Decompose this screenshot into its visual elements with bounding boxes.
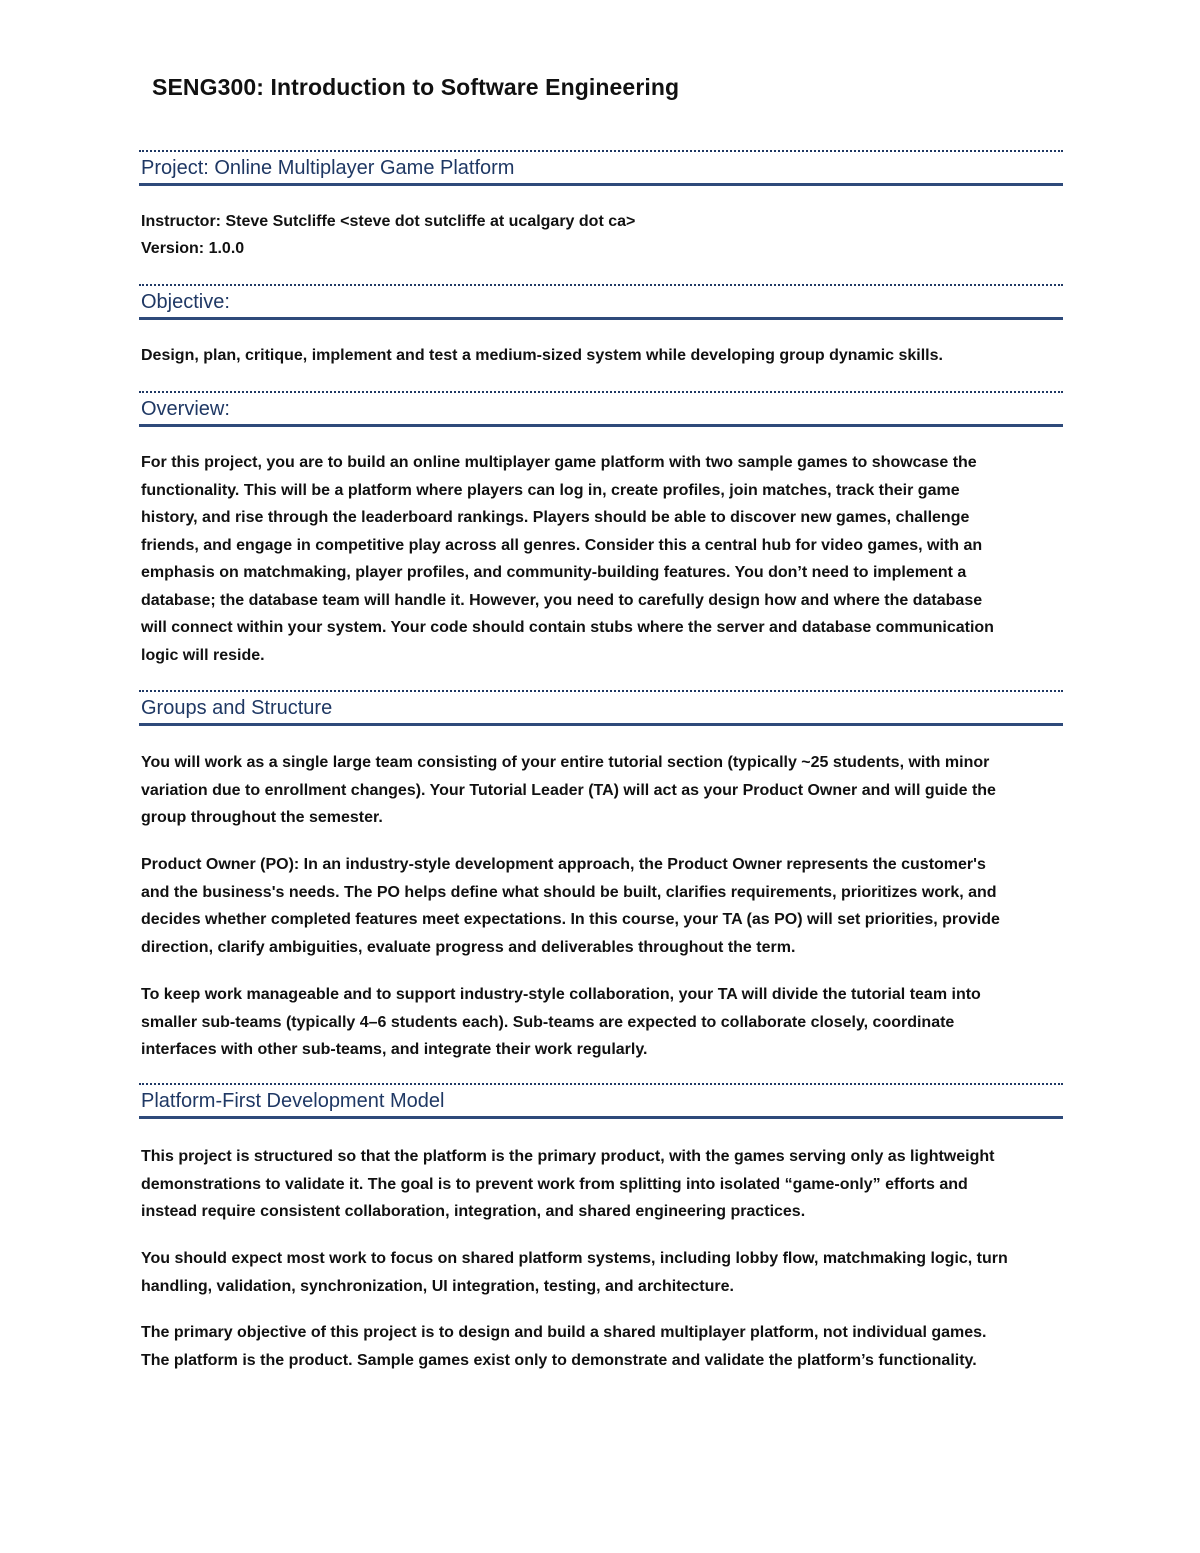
objective-heading-bar: [139, 284, 1063, 320]
version-line: Version: 1.0.0: [141, 240, 245, 257]
platform-work-paragraph: You should expect most work to focus on shared platform systems, including lobby flow, matchmaking logic, turn handling, validation, synchronization, UI integration, testing, and architecture.: [141, 1250, 1008, 1295]
overview-section: [139, 391, 1063, 427]
platform-first-heading-bar: [139, 1083, 1063, 1119]
objective-text: Design, plan, critique, implement and test a medium-sized system while developing group dynamic skills.: [141, 347, 943, 364]
objective-section: [139, 284, 1063, 320]
project-heading-bar: [139, 150, 1063, 186]
instructor-line: Instructor: Steve Sutcliffe <steve dot sutcliffe at ucalgary dot ca>: [141, 213, 636, 230]
overview-heading-bar: [139, 391, 1063, 427]
project-heading: Project: Online Multiplayer Game Platform: [141, 157, 515, 179]
groups-section: [139, 690, 1063, 726]
platform-objective-paragraph: The primary objective of this project is to design and build a shared multiplayer platform, not individual games. The platform is the product. Sample games exist only to demonstrate and validate the platform’s functionality.: [141, 1324, 987, 1369]
overview-text: For this project, you are to build an online multiplayer game platform with two sample games to showcase the functionality. This will be a platform where players can log in, create profiles, join matches, track their game history, and rise through the leaderboard rankings. Players should be able to discover new games, challenge friends, and engage in competitive play across all genres. Consider this a central hub for video games, with an emphasis on matchmaking, player profiles, and community-building features. You don’t need to implement a database; the database team will handle it. However, you need to carefully design how and where the database will connect within your system. Your code should contain stubs where the server and database communication logic will reside.: [141, 454, 994, 664]
product-owner-paragraph: Product Owner (PO): In an industry-style development approach, the Product Owner represents the customer's and the business's needs. The PO helps define what should be built, clarifies requirements, prioritizes work, and decides whether completed features meet expectations. In this course, your TA (as PO) will set priorities, provide direction, clarify ambiguities, evaluate progress and deliverables throughout the term.: [141, 856, 1000, 956]
objective-heading: Objective:: [141, 291, 230, 313]
sub-teams-paragraph: To keep work manageable and to support industry-style collaboration, your TA will divide the tutorial team into smaller sub-teams (typically 4–6 students each). Sub-teams are expected to collaborate closely, coordinate interfaces with other sub-teams, and integrate their work regularly.: [141, 986, 981, 1058]
document-title: SENG300: Introduction to Software Engineering: [152, 74, 680, 100]
platform-first-section: [139, 1083, 1063, 1119]
platform-first-heading: Platform-First Development Model: [141, 1090, 445, 1112]
groups-heading: Groups and Structure: [141, 697, 333, 719]
overview-heading: Overview:: [141, 398, 230, 420]
project-section: [139, 150, 1063, 186]
platform-structure-paragraph: This project is structured so that the platform is the primary product, with the games serving only as lightweight demonstrations to validate it. The goal is to prevent work from splitting into isolated “game-only” efforts and instead require consistent collaboration, integration, and shared engineering practices.: [141, 1148, 995, 1220]
groups-paragraph: You will work as a single large team consisting of your entire tutorial section (typically ~25 students, with minor variation due to enrollment changes). Your Tutorial Leader (TA) will act as your Product Owner and will guide the group throughout the semester.: [141, 754, 996, 826]
groups-heading-bar: [139, 690, 1063, 726]
